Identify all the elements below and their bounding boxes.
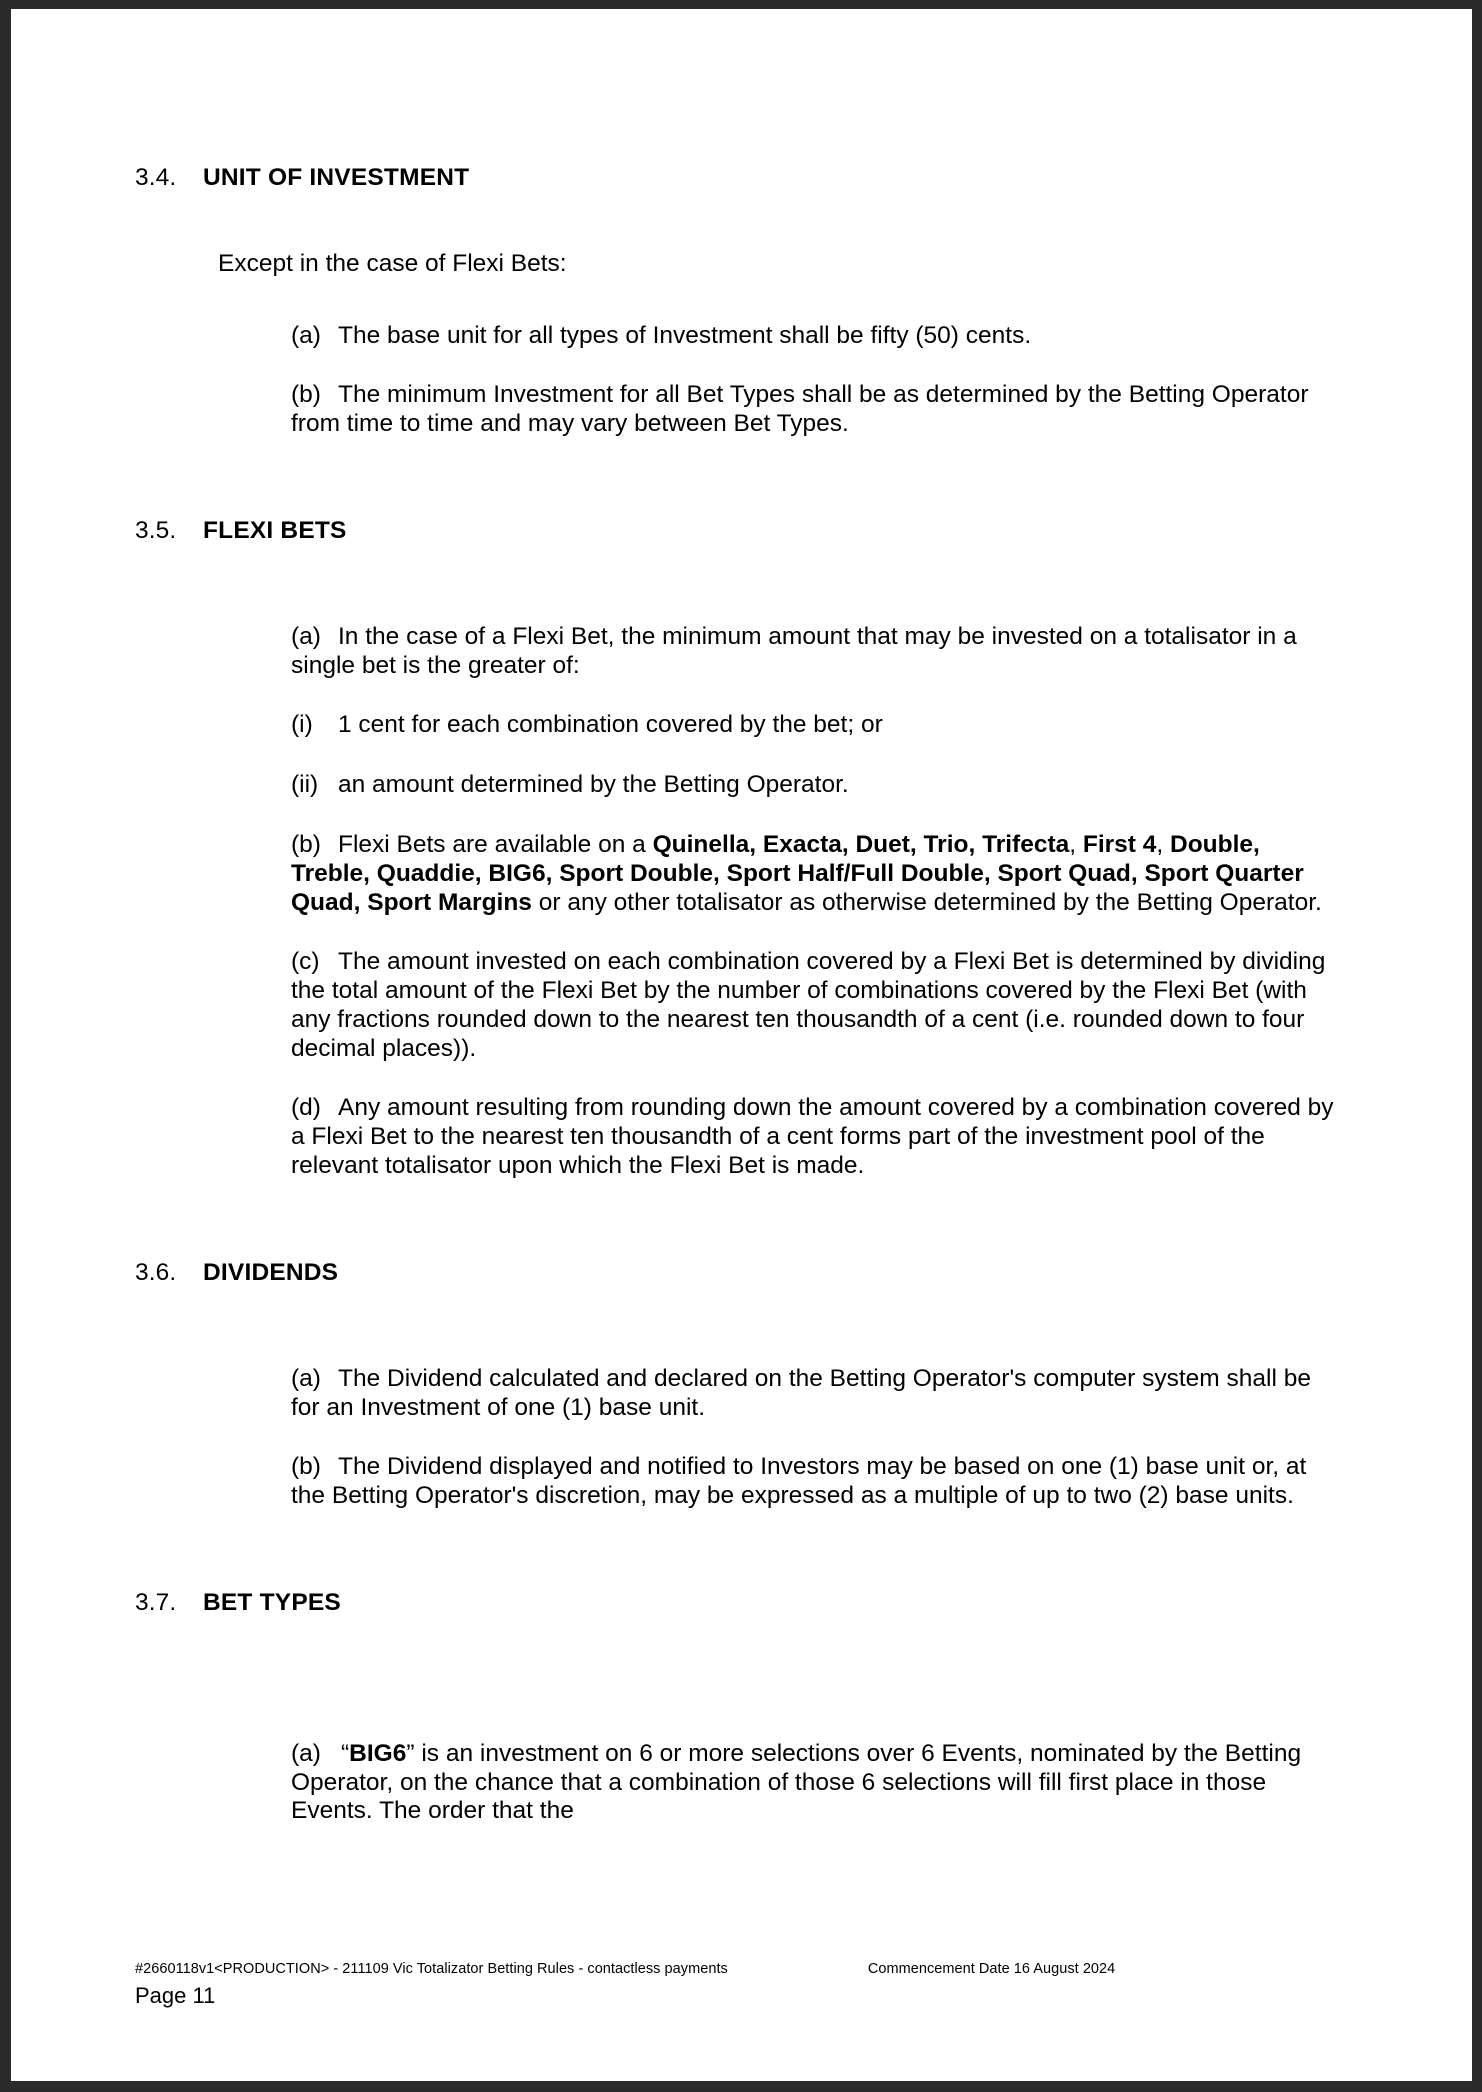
section-title: FLEXI BETS bbox=[203, 516, 347, 544]
spacer bbox=[135, 192, 1352, 252]
clause-3-5-a-ii bbox=[291, 771, 1338, 800]
clause-3-4-a bbox=[291, 322, 1338, 351]
clause-text-mid-1: , bbox=[1069, 830, 1083, 858]
spacer bbox=[135, 740, 1352, 771]
document-page bbox=[11, 9, 1472, 2081]
section-title: UNIT OF INVESTMENT bbox=[203, 164, 470, 191]
clause-text: an amount determined by the Betting Operator. bbox=[338, 771, 849, 799]
clause-3-5-a bbox=[291, 623, 1338, 681]
clause-3-6-b bbox=[291, 1453, 1338, 1511]
spacer bbox=[135, 545, 1352, 623]
spacer bbox=[135, 1063, 1352, 1094]
section-heading-3-7 bbox=[135, 1589, 1352, 1617]
clause-marker: (i) bbox=[291, 711, 313, 739]
spacer bbox=[135, 439, 1352, 517]
clause-3-5-a-i bbox=[291, 711, 1338, 740]
clause-text: The minimum Investment for all Bet Types shall be as determined by the Betting Operator from time to time and may vary between Bet Types. bbox=[291, 381, 1309, 438]
clause-text: 1 cent for each combination covered by the bet; or bbox=[338, 711, 883, 739]
spacer bbox=[135, 1422, 1352, 1453]
spacer bbox=[135, 917, 1352, 948]
section-number: 3.5. bbox=[135, 516, 177, 544]
clause-3-5-b bbox=[291, 831, 1338, 917]
spacer bbox=[135, 350, 1352, 381]
page-footer bbox=[135, 1961, 1362, 2009]
clause-marker: (b) bbox=[291, 1453, 321, 1481]
clause-marker: (c) bbox=[291, 948, 320, 976]
clause-text-post: ” is an investment on 6 or more selections over 6 Events, nominated by the Betting Operator, on the chance that a combination of those 6 selections will fill first place in those Events. The order that the bbox=[291, 1739, 1302, 1825]
clause-text-mid-2: , bbox=[1156, 830, 1171, 858]
footer-document-reference: #2660118v1<PRODUCTION> - 211109 Vic Totalizator Betting Rules - contactless payments bbox=[135, 1961, 728, 1977]
spacer bbox=[135, 1181, 1352, 1259]
clause-text: In the case of a Flexi Bet, the minimum amount that may be invested on a totalisator in a single bet is the greater of: bbox=[291, 622, 1297, 679]
clause-3-4-b bbox=[291, 381, 1338, 439]
footer-page-number: Page 11 bbox=[135, 1983, 216, 2008]
clause-text-bold-1: Quinella, Exacta, Duet, Trio, Trifecta bbox=[652, 830, 1070, 858]
section-lead-3-4: Except in the case of Flexi Bets: bbox=[218, 250, 567, 277]
clause-text: Any amount resulting from rounding down the amount covered by a combination covered by a Flexi Bet to the nearest ten thousandth of a cent forms part of the investment pool of the relevant totalisator upon which the Flexi Bet is made. bbox=[291, 1094, 1334, 1179]
section-number: 3.7. bbox=[135, 1588, 177, 1616]
clause-3-7-a bbox=[291, 1740, 1338, 1826]
section-number: 3.4. bbox=[135, 164, 177, 191]
page-content bbox=[11, 9, 1472, 2081]
spacer bbox=[135, 1511, 1352, 1589]
clause-text-bold-1: BIG6 bbox=[349, 1739, 407, 1767]
clause-marker: (b) bbox=[291, 381, 321, 409]
clause-marker: (b) bbox=[291, 830, 321, 858]
clause-text-post: or any other totalisator as otherwise determined by the Betting Operator. bbox=[531, 888, 1322, 916]
clause-marker: (a) bbox=[291, 1364, 321, 1392]
clause-marker: (d) bbox=[291, 1094, 321, 1122]
spacer bbox=[135, 680, 1352, 711]
clause-3-5-d bbox=[291, 1094, 1338, 1180]
clause-text-pre: Flexi Bets are available on a bbox=[338, 830, 653, 858]
clause-3-6-a bbox=[291, 1365, 1338, 1423]
clause-marker: (a) bbox=[291, 622, 321, 650]
clause-text: The amount invested on each combination covered by a Flexi Bet is determined by dividing the total amount of the Flexi Bet by the number of combinations covered by the Flexi Bet (with any fractions rounded down to the nearest ten thousandth of a cent (i.e. rounded down to four decimal places)). bbox=[291, 948, 1326, 1062]
footer-meta-row bbox=[135, 1961, 1362, 1977]
clause-marker: (a) bbox=[291, 321, 321, 349]
clause-text-bold-2: First 4 bbox=[1082, 830, 1157, 858]
spacer bbox=[135, 800, 1352, 831]
clause-text: The Dividend displayed and notified to Investors may be based on one (1) base unit or, at the Betting Operator's discretion, may be expressed as a multiple of up to two (2) base units. bbox=[291, 1453, 1307, 1510]
clause-text-pre: “ bbox=[341, 1739, 350, 1767]
clause-3-5-c bbox=[291, 948, 1338, 1063]
spacer bbox=[135, 1617, 1352, 1695]
spacer bbox=[135, 1287, 1352, 1365]
section-heading-3-5 bbox=[135, 517, 1352, 545]
clause-text-bold-3: Double, Treble, Quaddie, BIG6, Sport Double, Sport Half/Full Double, Sport Quad, Sport Quarter Quad, Sport Margins bbox=[291, 830, 1304, 916]
section-number: 3.6. bbox=[135, 1258, 177, 1286]
section-heading-3-4 bbox=[135, 164, 1352, 192]
footer-commencement-date: Commencement Date 16 August 2024 bbox=[867, 1961, 1116, 1977]
clause-marker: (ii) bbox=[291, 771, 319, 799]
section-heading-3-6 bbox=[135, 1259, 1352, 1287]
section-title: BET TYPES bbox=[203, 1588, 341, 1616]
spacer bbox=[135, 277, 1352, 322]
clause-marker: (a) bbox=[291, 1739, 321, 1767]
clause-text: The Dividend calculated and declared on the Betting Operator's computer system shall be for an Investment of one (1) base unit. bbox=[291, 1364, 1311, 1421]
clause-text: The base unit for all types of Investment shall be fifty (50) cents. bbox=[338, 321, 1032, 349]
section-title: DIVIDENDS bbox=[203, 1258, 339, 1286]
spacer bbox=[135, 1695, 1352, 1740]
